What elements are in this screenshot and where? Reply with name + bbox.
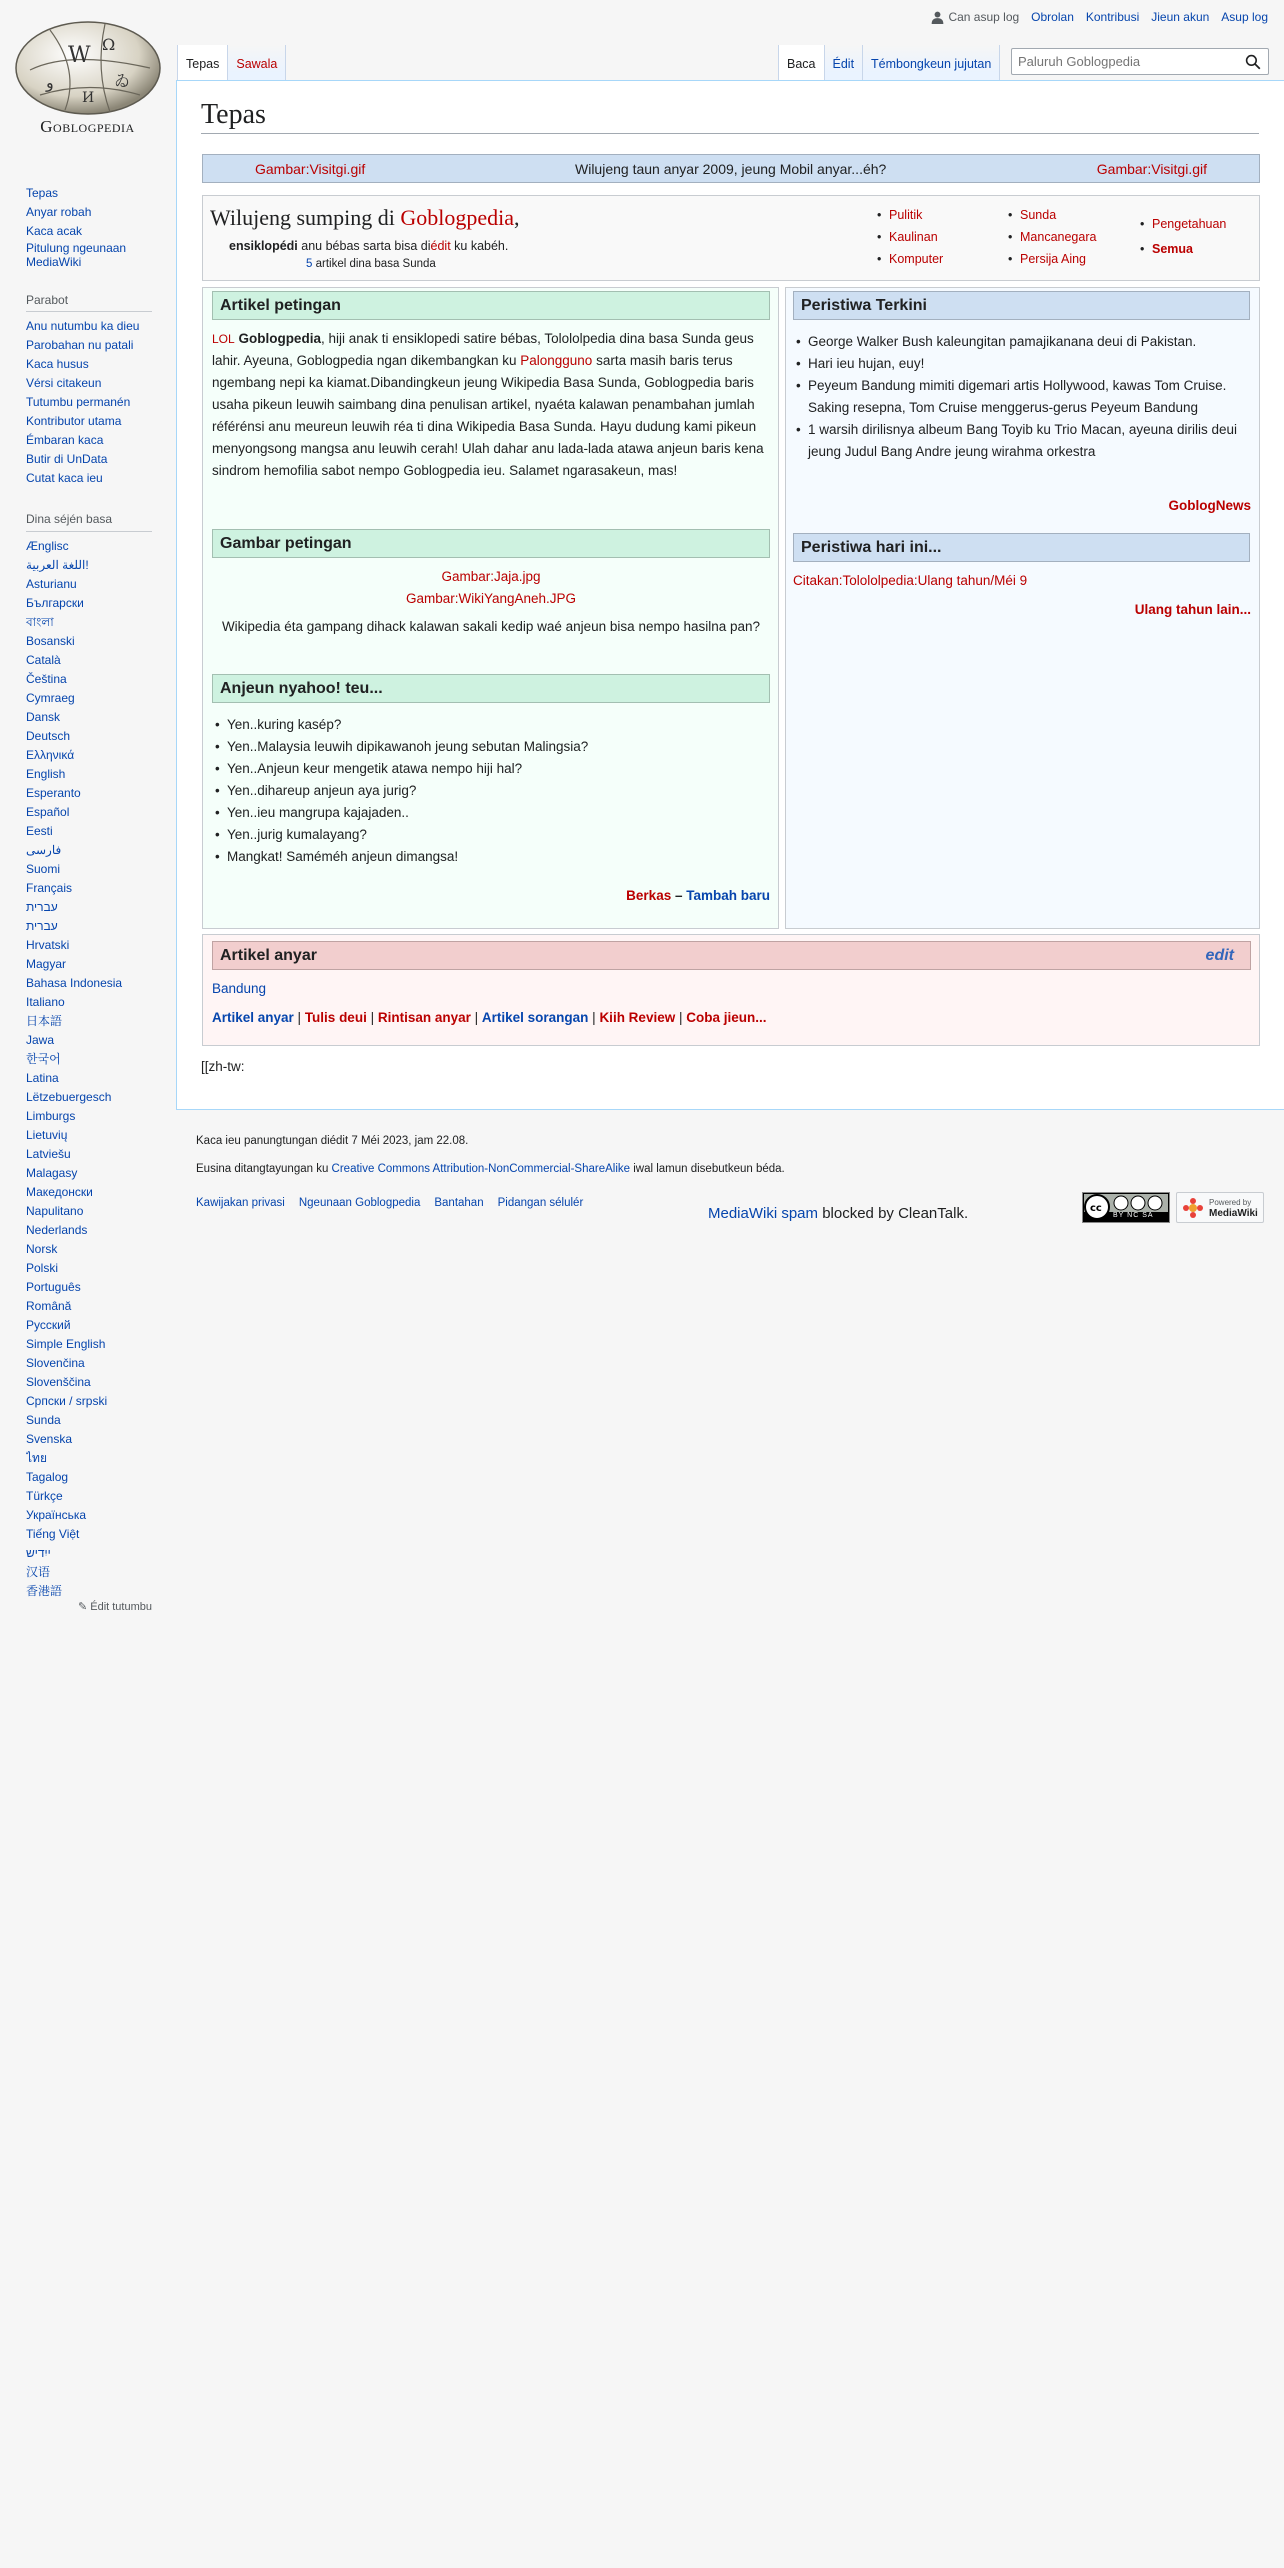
cleantalk-text: blocked by CleanTalk. xyxy=(818,1205,969,1222)
category-item[interactable] xyxy=(1140,242,1226,264)
language-link[interactable]: Nederlands xyxy=(26,1223,88,1238)
language-link[interactable]: Lietuvių xyxy=(26,1128,68,1143)
language-link[interactable]: Bahasa Indonesia xyxy=(26,976,123,991)
separator: | xyxy=(293,1010,305,1025)
sidebar-item-language[interactable] xyxy=(26,1260,152,1279)
category-item[interactable] xyxy=(877,252,943,274)
sidebar-item-language[interactable] xyxy=(26,1469,152,1488)
sidebar-item-language[interactable] xyxy=(26,1564,152,1583)
welcome-prefix: Wilujeng sumping di xyxy=(210,205,401,230)
list-item: • Yen..jurig kumalayang? xyxy=(212,824,770,846)
language-link[interactable]: বাংলা xyxy=(26,615,54,630)
sidebar-item-language[interactable] xyxy=(26,595,152,614)
language-link[interactable]: Magyar xyxy=(26,957,67,972)
new-articles-action-link[interactable]: Rintisan anyar xyxy=(377,1010,471,1025)
sidebar-item-language[interactable] xyxy=(26,1108,152,1127)
sidebar-item-language[interactable] xyxy=(26,1298,152,1317)
languages-portal xyxy=(26,511,152,1615)
disclaimer-link[interactable]: Bantahan xyxy=(434,1197,484,1209)
separator: | xyxy=(588,1010,600,1025)
tab-edit[interactable]: Édit xyxy=(825,45,864,80)
talk-link[interactable]: Obrolan xyxy=(1031,10,1074,24)
new-articles-heading xyxy=(212,941,1251,970)
language-link[interactable]: ไทย xyxy=(26,1451,47,1466)
sidebar-item-tool[interactable] xyxy=(26,451,152,470)
sidebar-item-language[interactable] xyxy=(26,1089,152,1108)
new-articles-action-link[interactable]: Kiih Review xyxy=(599,1010,676,1025)
sidebar-item-language[interactable] xyxy=(26,1279,152,1298)
tools-list xyxy=(26,318,152,489)
new-articles-action-link[interactable]: Tulis deui xyxy=(304,1010,367,1025)
language-link[interactable]: Hrvatski xyxy=(26,938,70,953)
svg-text:و: و xyxy=(46,73,54,92)
featured-article-bold: Goblogpedia xyxy=(238,331,321,346)
languages-list xyxy=(26,538,152,1602)
list-item: • Yen..ieu mangrupa kajajaden.. xyxy=(212,802,770,824)
sidebar-item-language[interactable] xyxy=(26,1070,152,1089)
category-item[interactable] xyxy=(877,208,943,230)
sidebar-item-language[interactable] xyxy=(26,861,152,880)
dyk-list xyxy=(212,714,770,868)
sidebar-item-help[interactable] xyxy=(26,242,152,270)
category-item[interactable] xyxy=(1008,230,1096,252)
anon-label: Can asup log xyxy=(948,10,1020,24)
category-list-2 xyxy=(1008,208,1096,274)
goblognews-link[interactable]: GoblogNews xyxy=(1168,498,1251,513)
other-birthdays-link[interactable]: Ulang tahun lain... xyxy=(1134,602,1251,617)
sidebar-item-tool[interactable] xyxy=(26,375,152,394)
sidebar-item-language[interactable] xyxy=(26,538,152,557)
user-icon xyxy=(931,11,944,24)
language-link[interactable]: Slovenščina xyxy=(26,1375,91,1390)
language-link[interactable]: Türkçe xyxy=(26,1489,63,1504)
new-article-link[interactable]: Bandung xyxy=(212,981,267,996)
language-link[interactable]: Suomi xyxy=(26,862,61,877)
sidebar-item-language[interactable] xyxy=(26,1051,152,1070)
language-link[interactable]: 香港語 xyxy=(26,1584,63,1599)
tab-read[interactable]: Baca xyxy=(778,45,825,80)
language-link[interactable]: Norsk xyxy=(26,1242,58,1257)
list-item: • Yen..kuring kasép? xyxy=(212,714,770,736)
svg-text:ゐ: ゐ xyxy=(114,71,131,90)
sidebar-item-language[interactable] xyxy=(26,1336,152,1355)
sidebar-item-language[interactable] xyxy=(26,1013,152,1032)
sidebar-item-language[interactable] xyxy=(26,1526,152,1545)
language-link[interactable]: Tagalog xyxy=(26,1470,69,1485)
tools-portal xyxy=(26,292,152,490)
sidebar-item-language[interactable] xyxy=(26,1412,152,1431)
category-item[interactable] xyxy=(1008,252,1096,274)
sidebar-item-language[interactable] xyxy=(26,1507,152,1526)
language-link[interactable]: فارسی xyxy=(26,843,62,858)
sidebar-item-language[interactable] xyxy=(26,728,152,747)
featured-image-body xyxy=(212,566,770,638)
sidebar-item-language[interactable] xyxy=(26,823,152,842)
sidebar-item-language[interactable] xyxy=(26,899,152,918)
language-link[interactable]: Latina xyxy=(26,1071,59,1086)
category-link[interactable]: Mancanegara xyxy=(1020,230,1097,244)
language-link[interactable]: Português xyxy=(26,1280,81,1295)
language-link[interactable]: 汉语 xyxy=(26,1565,51,1580)
category-item[interactable] xyxy=(1008,208,1096,230)
sidebar-link[interactable]: Anu nutumbu ka dieu xyxy=(26,319,140,334)
welcome-sub-mid: anu bébas sarta bisa di xyxy=(297,239,431,253)
sidebar-item-language[interactable] xyxy=(26,937,152,956)
view-tabs xyxy=(778,45,1000,80)
featured-text-2: sarta masih baris terus ngembang nepi ka kiamat.Dibandingkeun jeung Wikipedia Basa Sunda, Goblogpedia baris usaha pikeun leuwih saimbang dina penulisan artikel, nyaéta kalawan penambahan jumlah référénsi anu meureun leuwih réa ti dina Wikipedia Basa Sunda. Hayu dudung kami pikeun menyongsong mangsa anu leuwih cerah! Ulah dahar anu lada-lada atawa anjeun baris kena sindrom hemofilia sabot nempo Goblogpedia ieu. Salamet ngarasakeun, mas! xyxy=(212,353,764,478)
language-link[interactable]: اللغة العربية! xyxy=(26,558,89,573)
license-notice xyxy=(196,1163,785,1175)
sidebar-item-language[interactable] xyxy=(26,1431,152,1450)
list-item: • George Walker Bush kaleungitan pamajikanana deui di Pakistan. xyxy=(793,331,1248,353)
sidebar-item-language[interactable] xyxy=(26,1317,152,1336)
search-icon[interactable] xyxy=(1245,54,1261,73)
sidebar-link[interactable]: Vérsi citakeun xyxy=(26,376,102,391)
svg-text:И: И xyxy=(82,90,95,106)
page-title: Tepas xyxy=(201,99,1259,134)
language-link[interactable]: 日本語 xyxy=(26,1014,63,1029)
sidebar-item-tool[interactable] xyxy=(26,432,152,451)
edit-links-label: Édit tutumbu xyxy=(90,1601,152,1614)
category-link[interactable]: Persija Aing xyxy=(1020,252,1087,266)
language-link[interactable]: Esperanto xyxy=(26,786,81,801)
edit-link[interactable]: édit xyxy=(430,239,451,253)
language-link[interactable]: עברית xyxy=(26,900,58,915)
category-link[interactable]: Komputer xyxy=(889,252,944,266)
category-item[interactable] xyxy=(1140,217,1226,239)
today-heading: Peristiwa hari ini... xyxy=(793,533,1250,562)
sidebar-item-language[interactable] xyxy=(26,975,152,994)
sidebar-link[interactable]: Tutumbu permanén xyxy=(26,395,131,410)
language-link[interactable]: Simple English xyxy=(26,1337,106,1352)
language-link[interactable]: Polski xyxy=(26,1261,59,1276)
language-link[interactable]: Svenska xyxy=(26,1432,73,1447)
separator: | xyxy=(366,1010,378,1025)
sidebar-item-language[interactable] xyxy=(26,1241,152,1260)
sidebar-item-language[interactable] xyxy=(26,557,152,576)
category-list-3 xyxy=(1140,217,1226,264)
language-link[interactable]: Sunda xyxy=(26,1413,61,1428)
sidebar-item-language[interactable] xyxy=(26,614,152,633)
sidebar-link[interactable]: Cutat kaca ieu xyxy=(26,471,103,486)
author-link[interactable]: Palongguno xyxy=(520,353,593,368)
language-link[interactable]: Македонски xyxy=(26,1185,93,1200)
language-link[interactable]: Српски / srpski xyxy=(26,1394,108,1409)
svg-text:W: W xyxy=(68,43,91,68)
site-name-link[interactable]: Goblogpedia xyxy=(400,205,515,230)
add-new-link[interactable]: Tambah baru xyxy=(686,888,770,903)
language-link[interactable]: Čeština xyxy=(26,672,67,687)
featured-article-heading: Artikel petingan xyxy=(212,291,770,320)
new-articles-action-link[interactable]: Coba jieun... xyxy=(686,1010,767,1025)
news-list xyxy=(793,331,1248,463)
welcome-box xyxy=(202,195,1260,281)
mediawiki-label: MediaWiki xyxy=(1209,1208,1258,1219)
sidebar-link[interactable]: Kontributor utama xyxy=(26,414,122,429)
banner-image-right[interactable]: Gambar:Visitgi.gif xyxy=(1096,160,1207,177)
new-articles-edit-link[interactable]: edit xyxy=(1205,947,1234,964)
sidebar-link[interactable]: Butir di UnData xyxy=(26,452,108,467)
language-link[interactable]: Dansk xyxy=(26,710,61,725)
interwiki-text: [[zh-tw: xyxy=(201,1059,245,1074)
language-link[interactable]: Asturianu xyxy=(26,577,77,592)
content-area xyxy=(176,80,1284,1110)
new-articles-actions xyxy=(212,1007,767,1029)
list-item: • 1 warsih dirilisnya albeum Bang Toyib ku Trio Macan, ayeuna dirilis deui jeung Judul Bang Andre jeung wirahma orkestra xyxy=(793,419,1248,463)
anon-indicator xyxy=(931,10,1019,24)
article-count-text: artikel dina basa Sunda xyxy=(312,258,436,270)
tab-history[interactable]: Témbongkeun jujutan xyxy=(863,45,1000,80)
powered-by-mediawiki-badge[interactable] xyxy=(1176,1192,1264,1223)
sidebar-item-recent-changes[interactable] xyxy=(26,204,152,223)
sidebar-link[interactable]: Anyar robah xyxy=(26,205,92,219)
sidebar-link[interactable]: Parobahan nu patali xyxy=(26,338,134,353)
tab-page[interactable]: Tepas xyxy=(177,45,228,80)
new-articles-action-link[interactable]: Artikel anyar xyxy=(212,1010,294,1025)
sidebar-item-language[interactable] xyxy=(26,1393,152,1412)
footer-links xyxy=(196,1197,583,1209)
logo-wordmark: Goblogpedia xyxy=(40,117,135,136)
language-link[interactable]: Tiếng Việt xyxy=(26,1527,80,1542)
mediawiki-flower-icon xyxy=(1181,1196,1205,1220)
sidebar-item-language[interactable] xyxy=(26,994,152,1013)
sidebar-item-language[interactable] xyxy=(26,1355,152,1374)
sidebar-item-language[interactable] xyxy=(26,1165,152,1184)
sidebar-item-random[interactable] xyxy=(26,223,152,242)
language-link[interactable]: Ænglisc xyxy=(26,539,69,554)
sidebar-link[interactable]: Kaca husus xyxy=(26,357,89,372)
svg-text:cc: cc xyxy=(1090,1203,1102,1214)
featured-image-link-2[interactable]: Gambar:WikiYangAneh.JPG xyxy=(405,591,577,606)
language-link[interactable]: Français xyxy=(26,881,73,896)
sidebar-item-tool[interactable] xyxy=(26,394,152,413)
sidebar-item-language[interactable] xyxy=(26,1184,152,1203)
featured-text-1: , hiji anak ti ensiklopedi satire bébas, Tolololpedia dina basa Sunda geus lahir. Ayeuna, Goblogpedia ngan dikembangkan ku xyxy=(212,331,754,368)
tab-discussion[interactable]: Sawala xyxy=(228,45,286,80)
language-link[interactable]: Español xyxy=(26,805,70,820)
mobile-view-link[interactable]: Pidangan sélulér xyxy=(497,1197,584,1209)
language-link[interactable]: Malagasy xyxy=(26,1166,78,1181)
sidebar xyxy=(26,185,152,1630)
welcome-sub-end: ku kabéh. xyxy=(450,239,509,253)
left-column xyxy=(202,287,779,929)
language-link[interactable]: Română xyxy=(26,1299,72,1314)
separator: | xyxy=(470,1010,482,1025)
banner-image-left[interactable]: Gambar:Visitgi.gif xyxy=(255,160,366,177)
sidebar-item-tool[interactable] xyxy=(26,337,152,356)
language-link[interactable]: ייִדיש xyxy=(26,1546,51,1561)
sidebar-item-language[interactable] xyxy=(26,1127,152,1146)
list-item: • Hari ieu hujan, euy! xyxy=(793,353,1248,375)
language-link[interactable]: Limburgs xyxy=(26,1109,76,1124)
cc-badge-label: BY NC SA xyxy=(1113,1212,1154,1219)
sidebar-item-language[interactable] xyxy=(26,1146,152,1165)
featured-image-caption: Wikipedia éta gampang dihack kalawan sakali kedip waé anjeun bisa nempo hasilna pan? xyxy=(221,619,761,634)
sidebar-item-tool[interactable] xyxy=(26,470,152,489)
license-pre: Eusina ditangtayungan ku xyxy=(196,1163,332,1175)
license-post: iwal lamun disebutkeun béda. xyxy=(630,1163,785,1175)
list-item: • Yen..Anjeun keur mengetik atawa nempo hiji hal? xyxy=(212,758,770,780)
tools-heading: Parabot xyxy=(26,292,152,313)
language-link[interactable]: Latviešu xyxy=(26,1147,71,1162)
separator: | xyxy=(675,1010,687,1025)
sidebar-link[interactable]: Émbaran kaca xyxy=(26,433,104,448)
language-link[interactable]: Deutsch xyxy=(26,729,71,744)
list-item: • Yen..Malaysia leuwih dipikawanoh jeung sebutan Malingsia? xyxy=(212,736,770,758)
category-link[interactable]: Pulitik xyxy=(889,208,923,222)
svg-text:Ω: Ω xyxy=(102,35,116,54)
article-count xyxy=(306,258,436,270)
category-link[interactable]: Pengetahuan xyxy=(1152,217,1227,231)
sidebar-item-language[interactable] xyxy=(26,1222,152,1241)
category-link[interactable]: Kaulinan xyxy=(889,230,938,244)
sidebar-item-language[interactable] xyxy=(26,956,152,975)
privacy-link[interactable]: Kawijakan privasi xyxy=(196,1197,285,1209)
sidebar-item-language[interactable] xyxy=(26,1374,152,1393)
dyk-dash: – xyxy=(671,888,687,903)
welcome-title xyxy=(210,205,520,231)
search-box xyxy=(1011,48,1269,75)
language-link[interactable]: Українська xyxy=(26,1508,87,1523)
sidebar-item-language[interactable] xyxy=(26,804,152,823)
welcome-subtitle xyxy=(229,239,508,253)
featured-image-heading: Gambar petingan xyxy=(212,529,770,558)
mediawiki-spam-link[interactable]: MediaWiki spam xyxy=(708,1205,819,1222)
encyclopedia-word: ensiklopédi xyxy=(229,239,298,253)
license-link[interactable]: Creative Commons Attribution-NonCommercial-ShareAlike xyxy=(331,1163,631,1175)
navigation-portal xyxy=(26,185,152,270)
cleantalk-notice xyxy=(708,1205,968,1222)
sidebar-link[interactable]: Kaca acak xyxy=(26,224,83,238)
dyk-footer xyxy=(626,885,770,907)
sidebar-item-language[interactable] xyxy=(26,671,152,690)
sidebar-item-language[interactable] xyxy=(26,576,152,595)
today-template-link[interactable]: Citakan:Tolololpedia:Ulang tahun/Méi 9 xyxy=(793,573,1028,588)
list-item: • Peyeum Bandung mimiti digemari artis Hollywood, kawas Tom Cruise. Saking resepna, Tom Cruise menggerus-gerus Peyeum Bandung xyxy=(793,375,1248,419)
featured-article-body xyxy=(212,328,772,482)
language-link[interactable]: Italiano xyxy=(26,995,65,1010)
sidebar-item-tool[interactable] xyxy=(26,356,152,375)
language-link[interactable]: Eesti xyxy=(26,824,53,839)
edit-interlanguage-links[interactable] xyxy=(26,1600,152,1615)
language-link[interactable]: Bosanski xyxy=(26,634,75,649)
sidebar-item-language[interactable] xyxy=(26,880,152,899)
login-link[interactable]: Asup log xyxy=(1221,10,1268,24)
welcome-suffix: , xyxy=(514,205,520,230)
sidebar-item-main-page[interactable] xyxy=(26,185,152,204)
sidebar-item-tool[interactable] xyxy=(26,318,152,337)
list-item: • Yen..dihareup anjeun aya jurig? xyxy=(212,780,770,802)
search-input[interactable] xyxy=(1012,49,1232,73)
category-link[interactable]: Sunda xyxy=(1020,208,1057,222)
about-link[interactable]: Ngeunaan Goblogpedia xyxy=(298,1197,421,1209)
article-count-link[interactable]: 5 xyxy=(306,258,313,270)
last-modified: Kaca ieu panungtungan diédit 7 Méi 2023, jam 22.08. xyxy=(196,1135,469,1147)
lol-link[interactable]: LOL xyxy=(212,332,235,346)
archive-link[interactable]: Berkas xyxy=(626,888,672,903)
sidebar-link[interactable]: Pitulung ngeunaan MediaWiki xyxy=(26,242,127,269)
sidebar-item-language[interactable] xyxy=(26,709,152,728)
language-link[interactable]: 한국어 xyxy=(26,1052,61,1067)
sidebar-item-language[interactable] xyxy=(26,1032,152,1051)
contributions-link[interactable]: Kontribusi xyxy=(1085,10,1140,24)
language-link[interactable]: Slovenčina xyxy=(26,1356,85,1371)
namespace-tabs xyxy=(177,45,286,80)
sidebar-link[interactable]: Tepas xyxy=(26,186,59,200)
dyk-heading: Anjeun nyahoo! teu... xyxy=(212,674,770,703)
category-all-link[interactable]: Semua xyxy=(1152,242,1193,256)
sidebar-item-language[interactable] xyxy=(26,747,152,766)
sidebar-item-language[interactable] xyxy=(26,1203,152,1222)
sidebar-item-language[interactable] xyxy=(26,785,152,804)
list-item: • Mangkat! Saméméh anjeun dimangsa! xyxy=(212,846,770,868)
category-list-1 xyxy=(877,208,943,274)
language-link[interactable]: Русский xyxy=(26,1318,71,1333)
new-articles-action-link[interactable]: Artikel sorangan xyxy=(481,1010,589,1025)
sidebar-item-language[interactable] xyxy=(26,918,152,937)
new-articles-box xyxy=(202,934,1260,1046)
banner-text: Wilujeng taun anyar 2009, jeung Mobil anyar...éh? xyxy=(575,160,887,177)
language-link[interactable]: English xyxy=(26,767,66,782)
sidebar-item-language[interactable] xyxy=(26,842,152,861)
category-item[interactable] xyxy=(877,230,943,252)
sidebar-item-language[interactable] xyxy=(26,1450,152,1469)
language-link[interactable]: Català xyxy=(26,653,61,668)
language-link[interactable]: Cymraeg xyxy=(26,691,75,706)
language-link[interactable]: Български xyxy=(26,596,84,611)
sidebar-item-language[interactable] xyxy=(26,766,152,785)
right-column xyxy=(785,287,1260,929)
sidebar-item-tool[interactable] xyxy=(26,413,152,432)
sidebar-item-language[interactable] xyxy=(26,690,152,709)
sidebar-item-language[interactable] xyxy=(26,1545,152,1564)
language-link[interactable]: Jawa xyxy=(26,1033,55,1048)
pencil-icon: ✎ xyxy=(77,1601,88,1614)
language-link[interactable]: Lëtzebuergesch xyxy=(26,1090,112,1105)
new-articles-title: Artikel anyar xyxy=(220,947,317,964)
language-link[interactable]: Napulitano xyxy=(26,1204,84,1219)
featured-image-link-1[interactable]: Gambar:Jaja.jpg xyxy=(441,569,541,584)
language-link[interactable]: Ελληνικά xyxy=(26,748,75,763)
languages-heading: Dina séjén basa xyxy=(26,511,152,532)
site-logo[interactable] xyxy=(10,10,165,145)
powered-by-label: Powered by xyxy=(1209,1198,1252,1207)
language-link[interactable]: עברית xyxy=(26,919,58,934)
create-account-link[interactable]: Jieun akun xyxy=(1151,10,1210,24)
sidebar-item-language[interactable] xyxy=(26,1488,152,1507)
sidebar-item-language[interactable] xyxy=(26,652,152,671)
news-heading: Peristiwa Terkini xyxy=(793,291,1250,320)
new-year-banner xyxy=(202,154,1260,183)
cc-license-badge[interactable] xyxy=(1082,1192,1170,1223)
sidebar-item-language[interactable] xyxy=(26,633,152,652)
personal-tools xyxy=(931,10,1268,24)
